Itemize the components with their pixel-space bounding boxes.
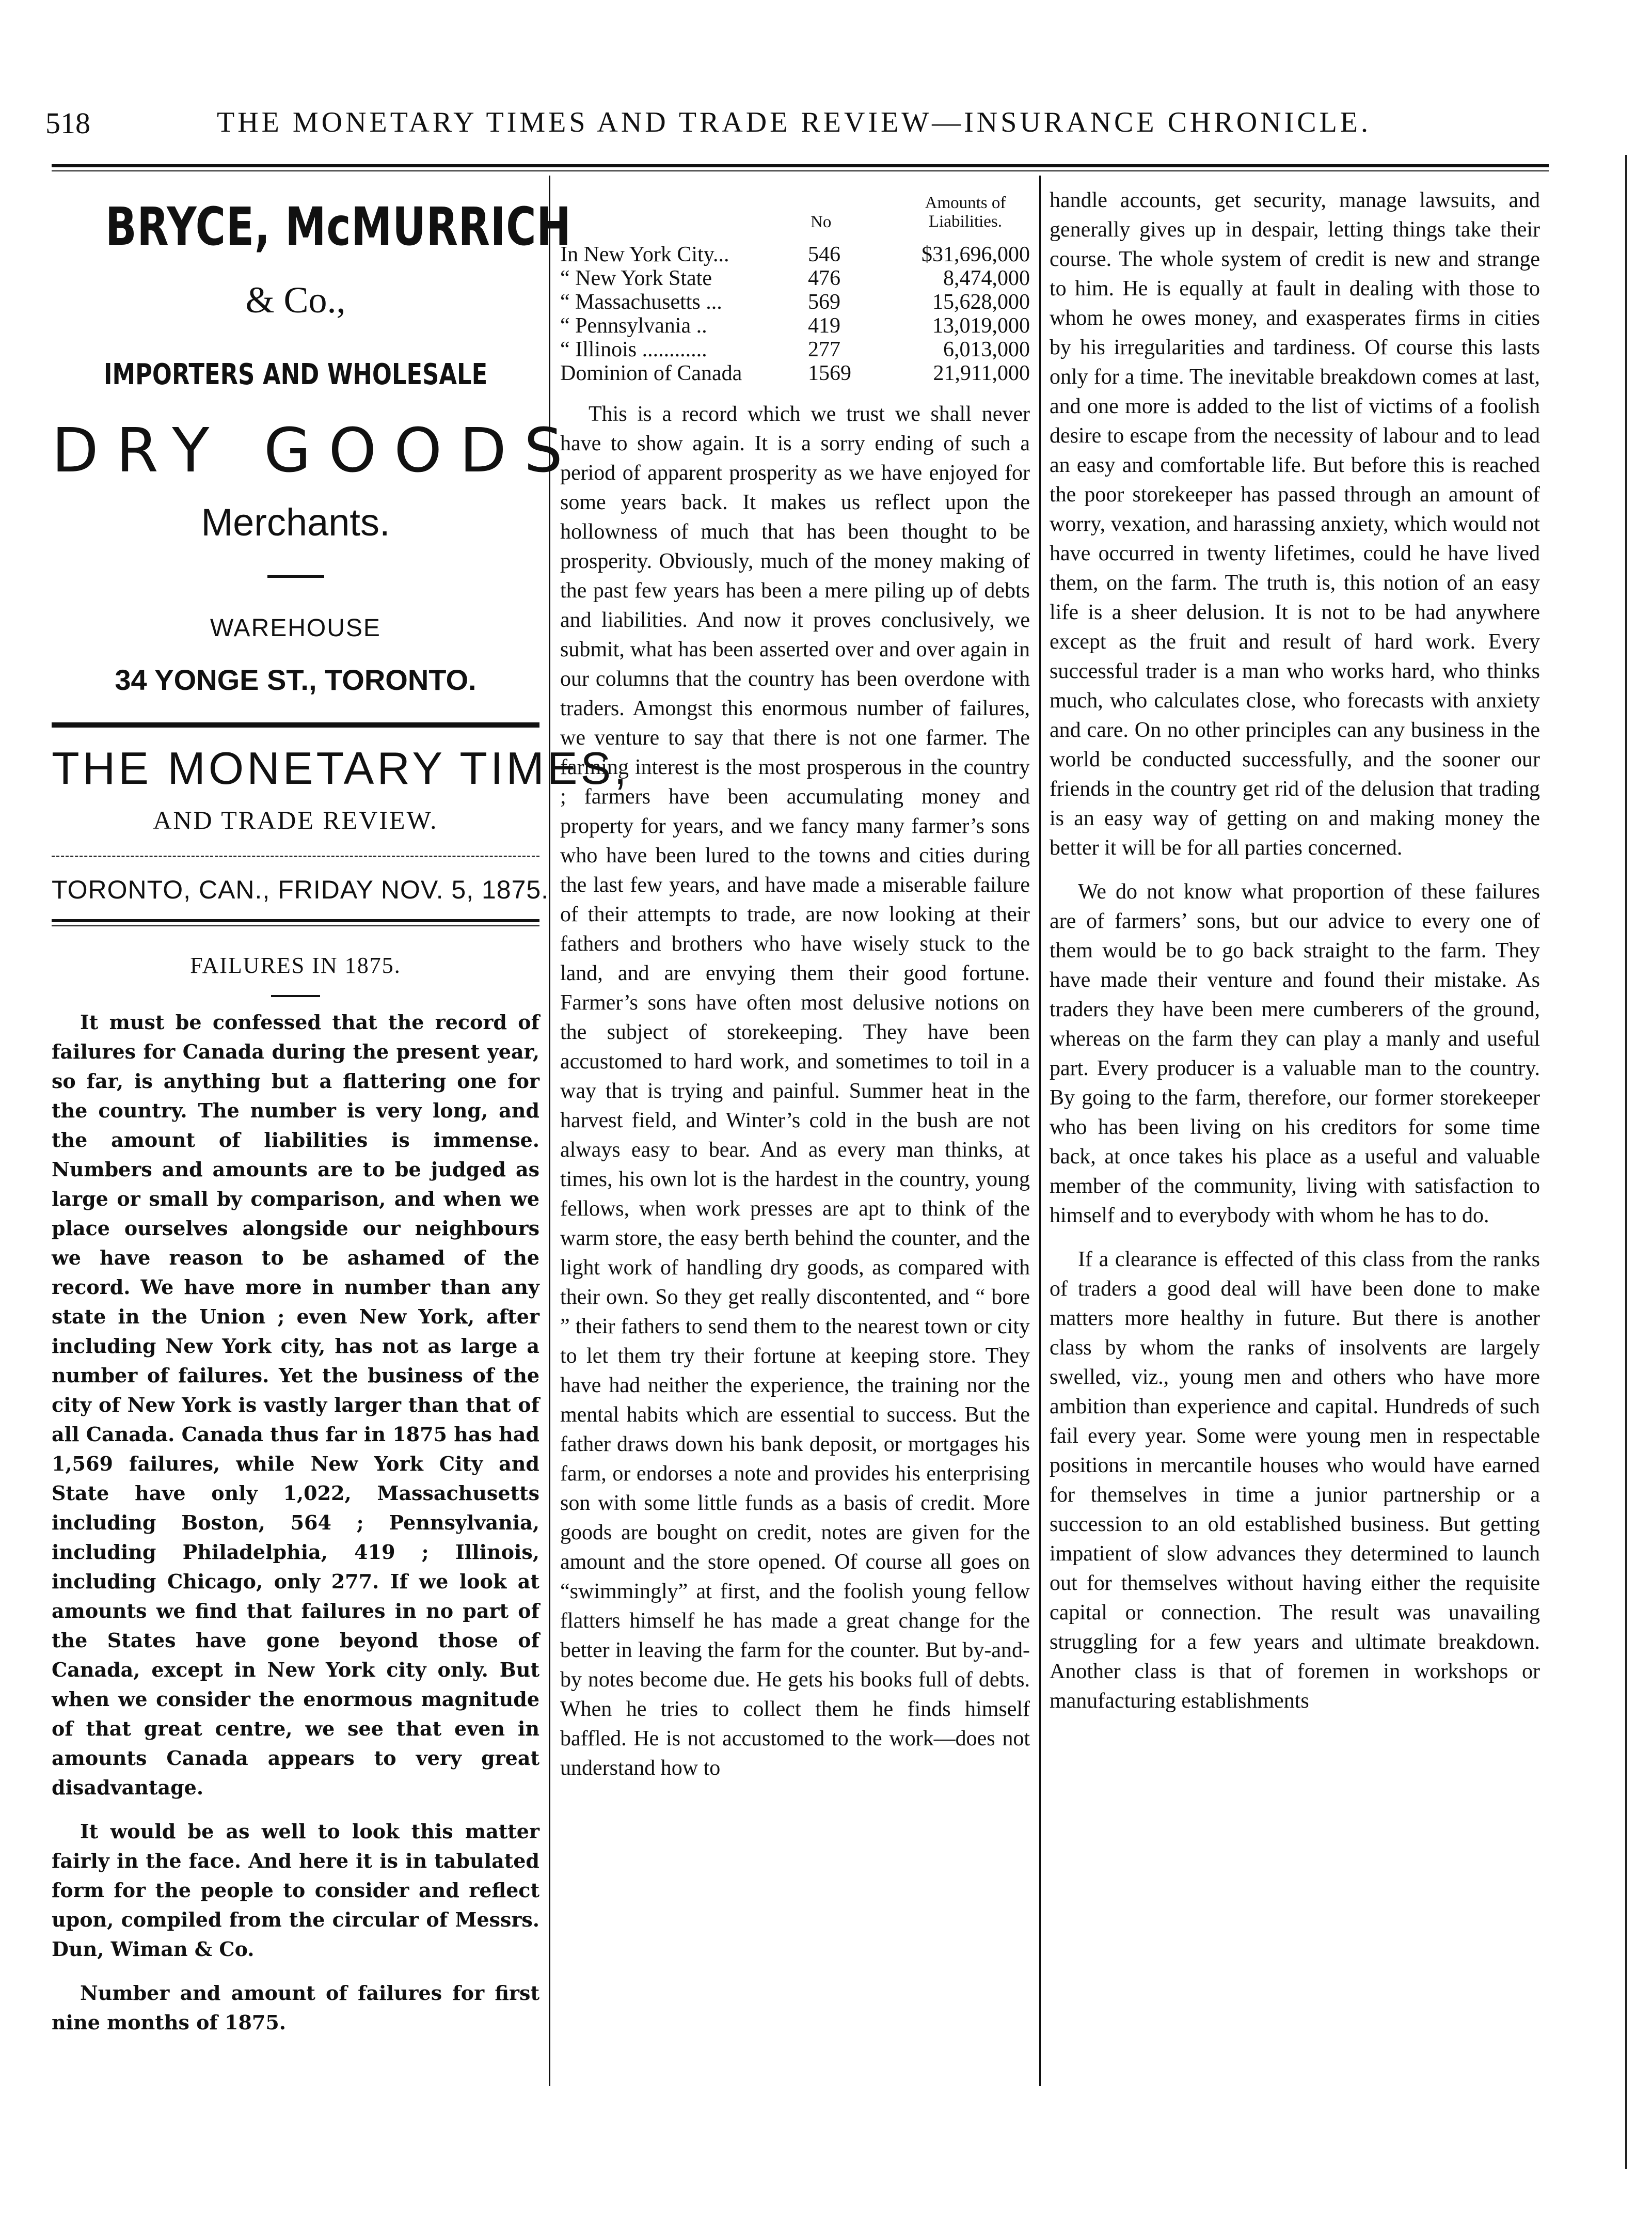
paragraph: This is a record which we trust we shall never have to show again. It is a sorry ending of such a period of apparent prosperity as we have enjoyed for some years back. It makes us reflect upon the hollowness of much that has been thought to be prosperity. Obviously, much of the money making of the past few years has been a mere piling up of debts and liabilities. And now it proves conclusively, we submit, what has been asserted over and over again in our columns that the country has been overdone with traders. Amongst this enormous number of failures, we venture to say that there is not one farmer. The farming interest is the most prosperous in the country ; farmers have been accumulating money and property for years, and we fancy many farmer’s sons who have been lured to the towns and cities during the last few years, and have made a miserable failure of their attempts to trade, are now looking at their fathers and brothers who have wisely stuck to the land, and are envying them their good fortune. Farmer’s sons have often most delusive notions on the subject of storekeeping. They have been accustomed to hard work, and sometimes to toil in a way that is trying and painful. Summer heat in the harvest field, and Winter’s cold in the bush are not always easy to bear. And as every man thinks, at times, his own lot is the hardest in the country, young fellows, when work presses are apt to think of the warm store, the easy berth behind the counter, and the light work of handling dry goods, as compared with their own. So they get really discontented, and “ bore ” their fathers to send them to the nearest town or city to let them try their fortune at keeping store. They have had neither the experience, the training nor the mental habits which are essential to success. But the father draws down his bank deposit, or mortgages his farm, or endorses a note and provides his enterprising son with some little funds as a basis of credit. More goods are bought on credit, notes are given for the amount and the store opened. Of course all goes on “swimmingly” at first, and the foolish young fellow flatters himself he has made a great change for the better in leaving the farm for the counter. But by-and-by notes become due. He gets his books full of debts. When he tries to collect them he finds himself baffled. He is not accustomed to the work—does not understand how to [560, 402, 1030, 1780]
table-cell-name: “ New York State [560, 266, 712, 290]
dateline: TORONTO, CAN., FRIDAY NOV. 5, 1875. [52, 875, 549, 904]
advertisement [52, 196, 580, 697]
table-cell-no: 1569 [808, 361, 851, 385]
table-cell-amount: 21,911,000 [933, 361, 1030, 385]
dateline-rule [52, 919, 539, 922]
right-column [1050, 186, 1540, 1730]
table-cell-name: In New York City... [560, 243, 729, 266]
masthead-dashed-rule [52, 856, 539, 857]
table-cell-name: “ Massachusetts ... [560, 290, 722, 314]
table-cell-name: “ Pennsylvania .. [560, 314, 707, 338]
table-cell-name: “ Illinois ............ [560, 338, 707, 361]
table-cell-amount: 15,628,000 [932, 290, 1030, 314]
table-cell-no: 546 [808, 243, 840, 266]
masthead-rule [52, 722, 539, 728]
middle-column [560, 186, 1030, 1797]
article-title: FAILURES IN 1875. [190, 953, 401, 978]
table-cell-no: 419 [808, 314, 840, 338]
paragraph: We do not know what proportion of these failures are of farmers’ sons, but our advice to every one of them would be to go back straight to the farm. They have made their venture and found their mistake. As traders they have been mere cumberers of the ground, whereas on the farm they can play a manly and useful part. Every producer is a valuable man to the country. By going to the farm, therefore, our former storekeeper who has been living on his creditors for some time back, at once takes his place as a useful and valuable member of the community, living with satisfaction to himself and to everybody with whom he has to do. [1050, 880, 1540, 1227]
paragraph: If a clearance is effected of this class from the ranks of traders a good deal will have been done to make matters more healthy in future. But there is another class by whom the ranks of insolvents are largely swelled, viz., young men and others who have more ambition than experience and capital. Hundreds of such fail every year. Some were young men in respectable positions in mercantile houses who would have earned for themselves in time a junior partnership or a succession to an old established business. But getting impatient of slow advances they determined to launch out for themselves without having either the requisite capital or connection. The result was unavailing struggling for a few years and ultimate breakdown. Another class is that of foremen in workshops or manufacturing establishments [1050, 1248, 1540, 1713]
paragraph: It must be confessed that the record of failures for Canada during the present year, so far, is anything but a flattering one for the country. The number is very long, and the amount of liabilities is immense. Numbers and amounts are to be judged as large or small by comparison, and when we place ourselves alongside our neighbours we have reason to be ashamed of the record. We have more in number than any state in the Union ; even New York, after including New York city, has not as large a number of failures. Yet the business of the city of New York is vastly larger than that of all Canada. Canada thus far in 1875 has had 1,569 failures, while New York City and State have only 1,022, Massachusetts including Boston, 564 ; Pennsylvania, including Philadelphia, 419 ; Illinois, including Chicago, only 277. If we look at amounts we find that failures in no part of the States have gone beyond those of Canada, except in New York city only. But when we consider the enormous magnitude of that great centre, we see that even in amounts Canada appears to very great disadvantage. [52, 1011, 539, 1799]
table-cell-name: Dominion of Canada [560, 361, 742, 385]
table-cell-no: 476 [808, 266, 840, 290]
ad-line-importers: IMPORTERS AND WHOLESALE [103, 358, 488, 391]
paragraph: handle accounts, get security, manage lawsuits, and generally gives up in despair, letting things take their course. The whole system of credit is new and strange to him. He is equally at fault in dealing with those to whom he owes money, and exasperates firms in cities by his irregularities and tardiness. Of course this lasts only for a time. The inevitable breakdown comes at last, and one more is added to the list of victims of a foolish desire to escape from the necessity of labour and to lead an easy and comfortable life. But before this is reached the poor storekeeper has passed through an amount of worry, vexation, and harassing anxiety, which would not have occurred in twenty lifetimes, could he have lived them, on the farm. The truth is, this notion of an easy life is a sheer delusion. It is not to be had anywhere except as the fruit and result of hard work. Every successful trader is a man who works hard, who thinks much, who calculates close, who forecasts with anxiety and care. On no other principles can any business in the world be conducted successfully, and the sooner our friends in the country get rid of the delusion that trading is an easy way of getting on and making money the better it will be for all parties concerned. [1050, 188, 1540, 860]
paragraph: It would be as well to look this matter fairly in the face. And here it is in tabulated form for the people to consider and reflect upon, compiled from the circular of Messrs. Dun, Wiman & Co. [52, 1820, 539, 1961]
table-header-no: No [811, 213, 832, 231]
table-cell-no: 277 [808, 338, 840, 361]
header-rule [52, 164, 1549, 167]
table-row [560, 243, 1030, 266]
page-edge-line [1625, 155, 1627, 2169]
running-title: THE MONETARY TIMES AND TRADE REVIEW—INSURANCE CHRONICLE. [217, 106, 1372, 138]
article-body-right [1050, 186, 1540, 1716]
ad-company-suffix: & Co., [245, 279, 346, 321]
ad-warehouse: WAREHOUSE [210, 614, 381, 642]
table-cell-amount: 6,013,000 [943, 338, 1030, 361]
table-row [560, 290, 1030, 314]
table-cell-amount: 13,019,000 [932, 314, 1030, 338]
table-header-amount: Amounts of Liabilities. [925, 194, 1006, 231]
masthead-title: THE MONETARY TIMES, [52, 743, 630, 794]
header-rule-thin [52, 170, 1549, 171]
article-body-left [52, 1007, 539, 2037]
table-row [560, 338, 1030, 361]
article-body-middle [560, 400, 1030, 1783]
ad-dry-goods: DRY GOODS [52, 415, 580, 486]
ad-merchants: Merchants. [201, 501, 390, 544]
ad-address: 34 YONGE ST., TORONTO. [115, 664, 476, 696]
table-cell-amount: $31,696,000 [922, 243, 1030, 266]
masthead-subtitle: AND TRADE REVIEW. [153, 806, 438, 834]
table-row [560, 314, 1030, 338]
dateline-rule-thin [52, 925, 539, 926]
ad-divider [267, 575, 324, 578]
column-divider-2 [1039, 176, 1041, 2086]
ad-firm-name: BRYCE, McMURRICH [105, 196, 571, 258]
table-cell-no: 569 [808, 290, 840, 314]
title-divider [271, 995, 320, 997]
page-number: 518 [45, 106, 90, 140]
paragraph: Number and amount of failures for first nine months of 1875. [52, 1981, 539, 2034]
table-cell-amount: 8,474,000 [943, 266, 1030, 290]
left-column [52, 196, 630, 2052]
failures-table [560, 243, 1030, 385]
table-row [560, 361, 1030, 385]
table-row [560, 266, 1030, 290]
